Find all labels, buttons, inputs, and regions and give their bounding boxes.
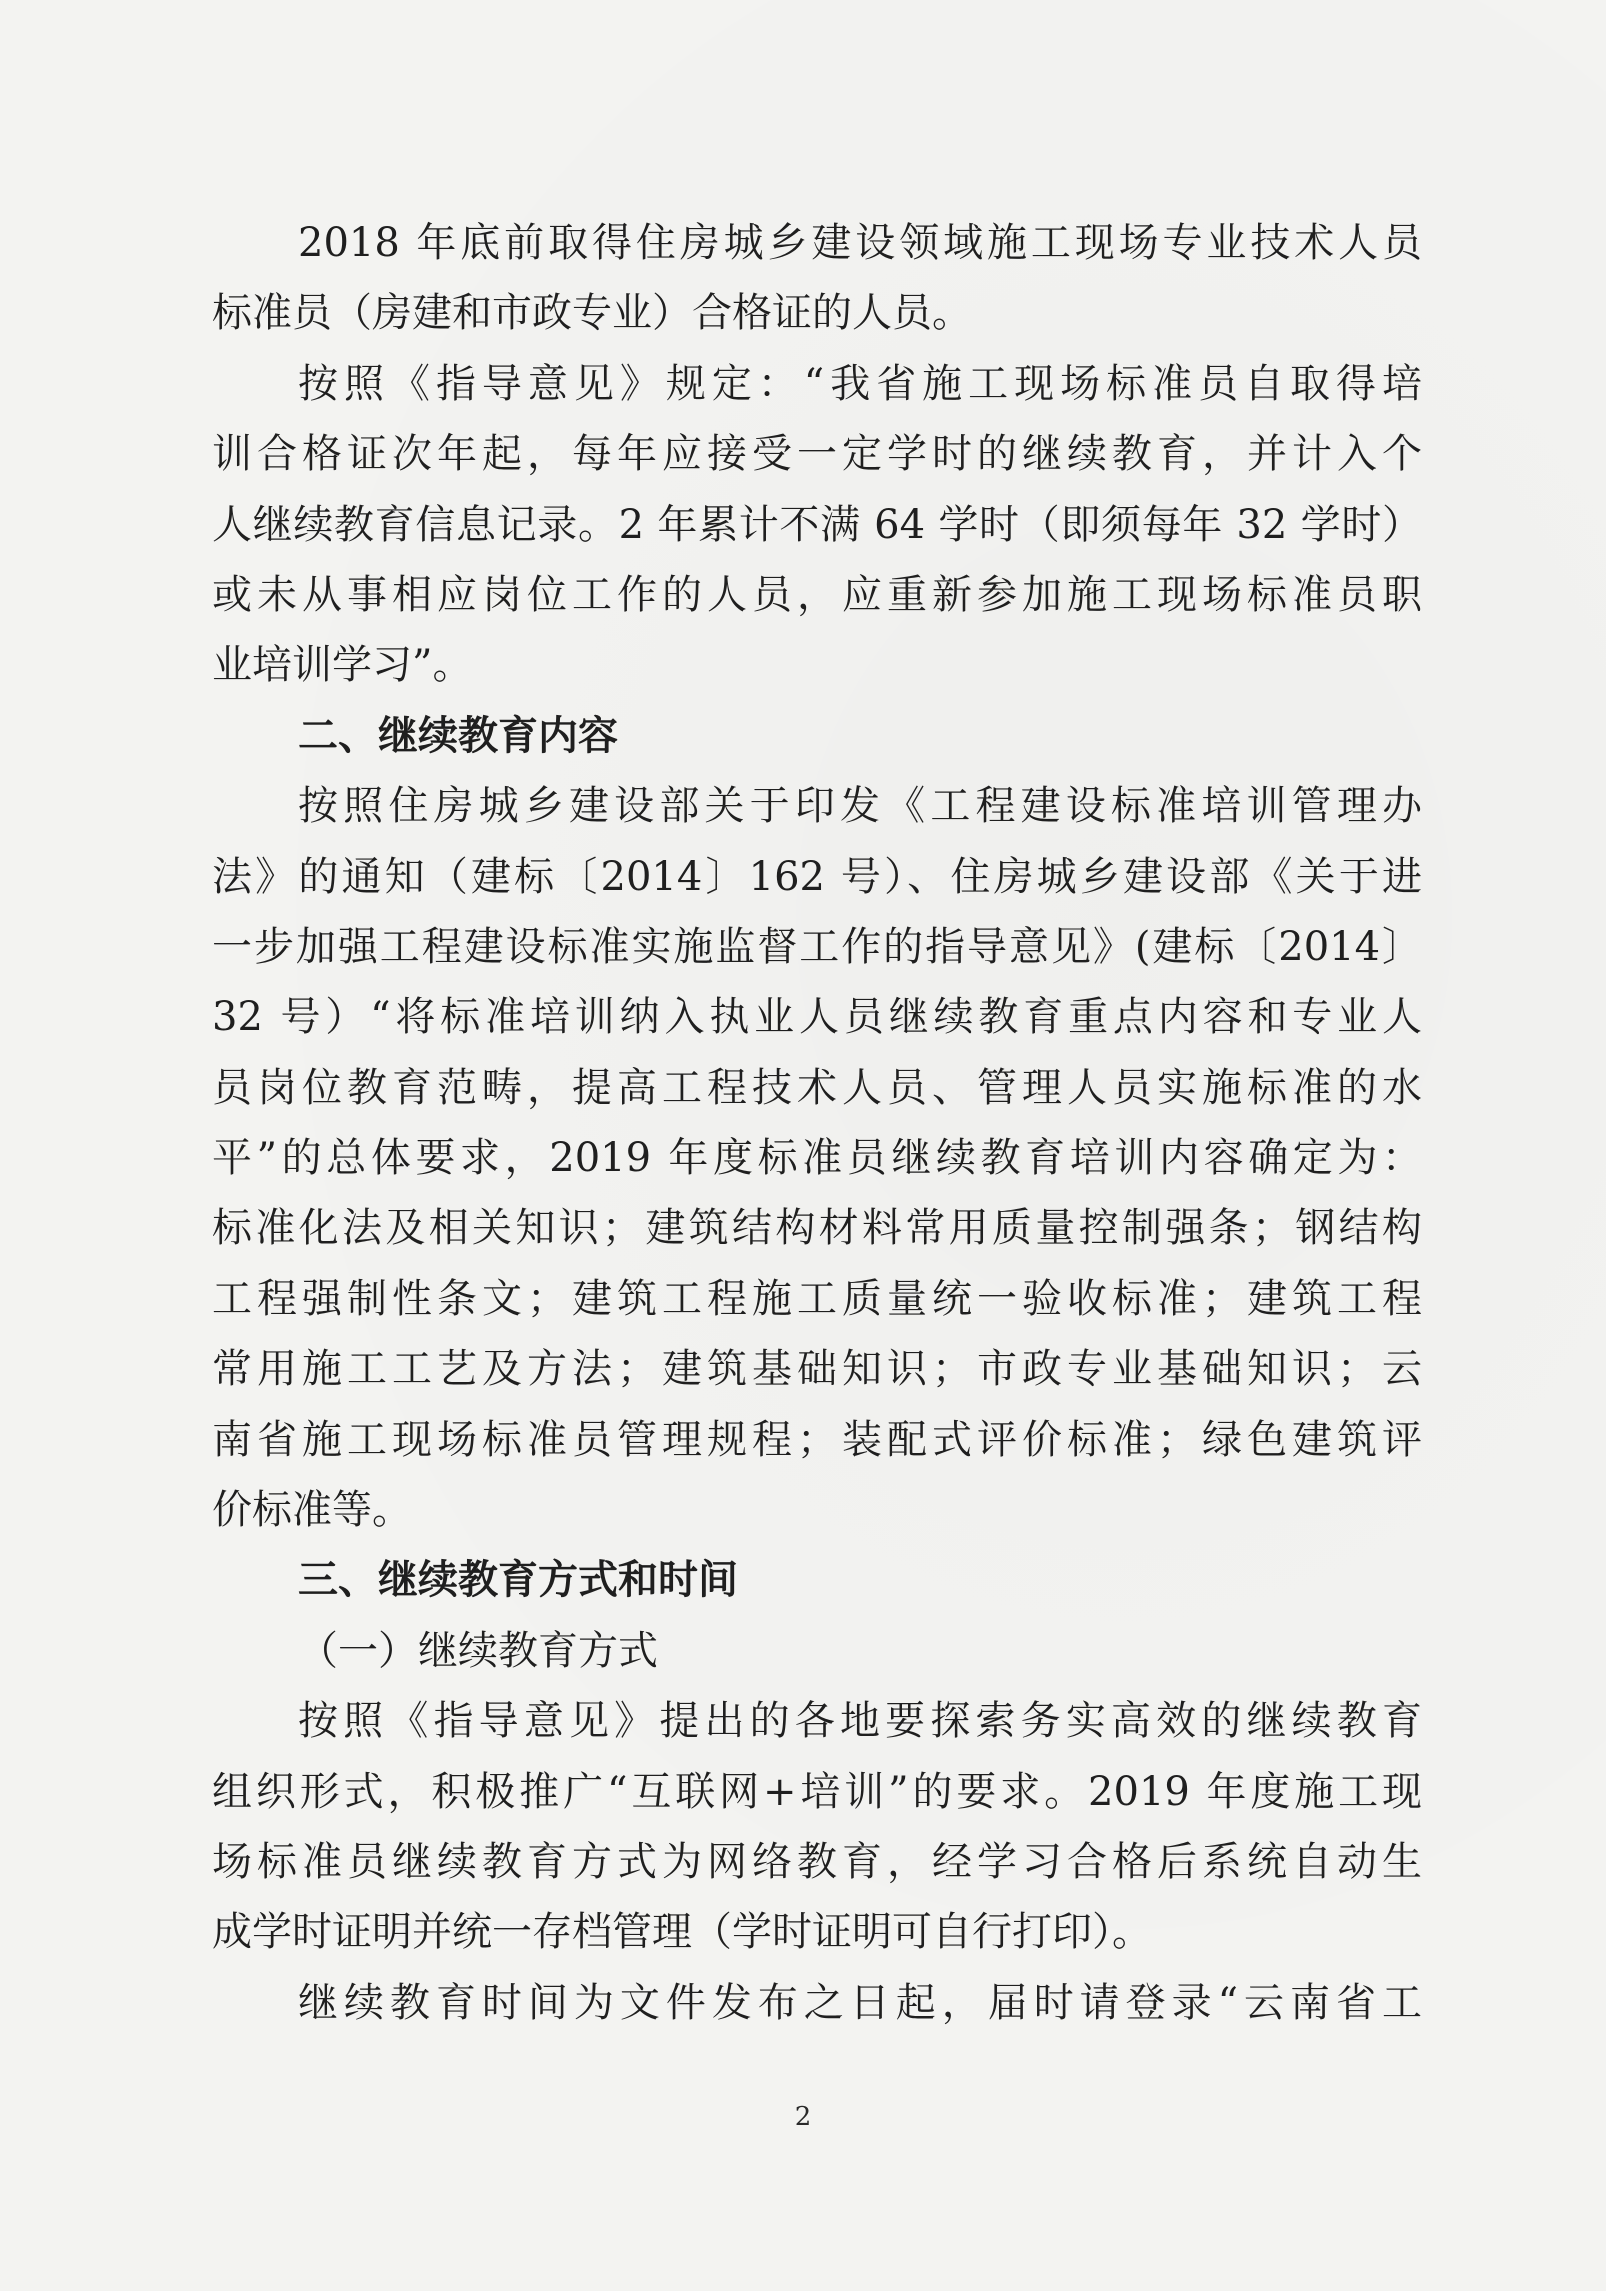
text-line: 员岗位教育范畴，提高工程技术人员、管理人员实施标准的水	[212, 1064, 1422, 1111]
text-line: 按照住房城乡建设部关于印发《工程建设标准培训管理办	[298, 783, 1422, 830]
text-line: 标准化法及相关知识；建筑结构材料常用质量控制强条；钢结构	[212, 1205, 1422, 1252]
text-line: 继续教育时间为文件发布之日起，届时请登录“云南省工	[298, 1979, 1422, 2026]
text-line: 组织形式，积极推广“互联网+培训”的要求。2019 年度施工现	[212, 1768, 1422, 1815]
text-line: 常用施工工艺及方法；建筑基础知识；市政专业基础知识；云	[212, 1346, 1422, 1393]
text-line: 标准员（房建和市政专业）合格证的人员。	[212, 290, 972, 337]
text-line: 成学时证明并统一存档管理（学时证明可自行打印）。	[212, 1909, 1152, 1956]
text-line: 业培训学习”。	[212, 642, 473, 689]
text-line: 或未从事相应岗位工作的人员，应重新参加施工现场标准员职	[212, 571, 1422, 618]
text-line: 训合格证次年起，每年应接受一定学时的继续教育，并计入个	[212, 431, 1422, 478]
subsection-heading: （一）继续教育方式	[298, 1627, 658, 1674]
section-heading: 二、继续教育内容	[298, 712, 618, 759]
text-line: 人继续教育信息记录。2 年累计不满 64 学时（即须每年 32 学时）	[212, 501, 1422, 548]
page-number: 2	[794, 2102, 812, 2132]
text-line: 南省施工现场标准员管理规程；装配式评价标准；绿色建筑评	[212, 1416, 1422, 1463]
section-heading: 三、继续教育方式和时间	[298, 1557, 738, 1604]
text-line: 32 号）“将标准培训纳入执业人员继续教育重点内容和专业人	[212, 994, 1422, 1041]
text-line: 按照《指导意见》提出的各地要探索务实高效的继续教育	[298, 1698, 1422, 1745]
document-body	[212, 208, 1422, 2038]
text-line: 法》的通知（建标〔2014〕162 号）、住房城乡建设部《关于进	[212, 853, 1422, 900]
text-line: 场标准员继续教育方式为网络教育，经学习合格后系统自动生	[212, 1838, 1422, 1885]
text-line: 平”的总体要求，2019 年度标准员继续教育培训内容确定为：	[212, 1135, 1422, 1182]
text-line: 一步加强工程建设标准实施监督工作的指导意见》(建标〔2014〕	[212, 923, 1422, 970]
text-line: 工程强制性条文；建筑工程施工质量统一验收标准；建筑工程	[212, 1275, 1422, 1322]
text-line: 2018 年底前取得住房城乡建设领域施工现场专业技术人员	[298, 220, 1422, 266]
text-line: 价标准等。	[212, 1487, 412, 1534]
text-line: 按照《指导意见》规定：“我省施工现场标准员自取得培	[298, 360, 1422, 407]
